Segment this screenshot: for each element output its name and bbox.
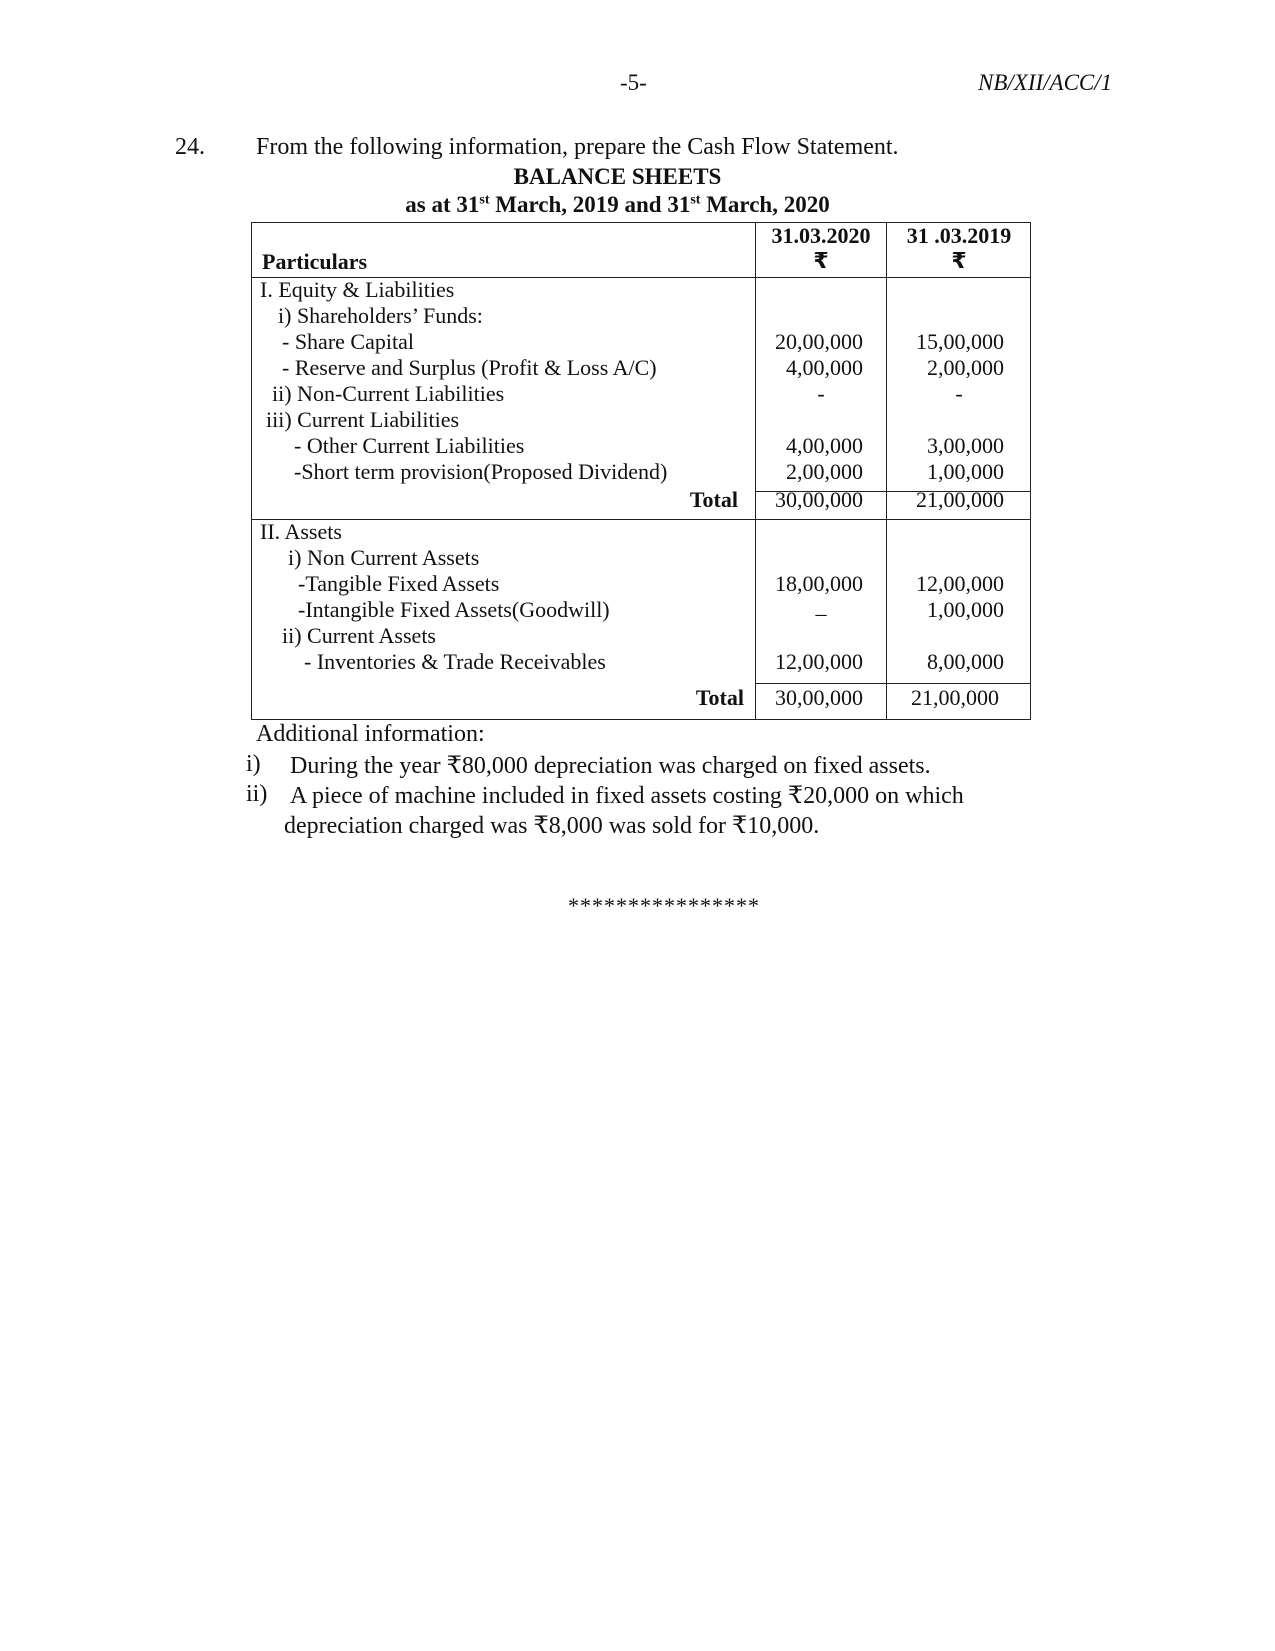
- row-label: ii) Non-Current Liabilities: [272, 381, 505, 406]
- table-subtitle: as at 31st March, 2019 and 31st March, 2020: [405, 192, 830, 217]
- value-2019: 1,00,000: [927, 459, 1004, 484]
- table-title: BALANCE SHEETS: [513, 164, 722, 189]
- rupee-icon: ₹: [813, 249, 829, 274]
- row-label: - Reserve and Surplus (Profit & Loss A/C): [282, 355, 657, 380]
- item-marker: ii): [246, 781, 268, 807]
- row-label: i) Non Current Assets: [288, 545, 480, 570]
- row-label: ii) Current Assets: [282, 623, 436, 648]
- header-particulars: Particulars: [262, 249, 368, 274]
- total-2020: 30,00,000: [775, 685, 863, 710]
- total-label: Total: [695, 685, 744, 710]
- page-number: -5-: [620, 70, 647, 95]
- value-2019: 12,00,000: [916, 571, 1004, 596]
- column-divider: [886, 223, 887, 719]
- row-label: - Share Capital: [282, 329, 414, 354]
- total-2020: 30,00,000: [775, 487, 863, 512]
- value-2019: 2,00,000: [927, 355, 1004, 380]
- question-text: From the following information, prepare the Cash Flow Statement.: [256, 134, 899, 160]
- total-top-rule: [755, 683, 1030, 684]
- question-number: 24.: [175, 134, 205, 160]
- end-marker: ****************: [568, 893, 760, 918]
- value-2020: 18,00,000: [775, 571, 863, 596]
- value-2020: -: [817, 381, 825, 406]
- total-2019: 21,00,000: [911, 685, 999, 710]
- balance-sheet-table: [251, 222, 1031, 720]
- header-2019: 31 .03.2019: [906, 223, 1012, 248]
- row-label: - Other Current Liabilities: [294, 433, 525, 458]
- value-2020: 4,00,000: [786, 355, 863, 380]
- value-2020: 2,00,000: [786, 459, 863, 484]
- column-divider: [755, 223, 756, 719]
- section-divider: [252, 519, 1030, 520]
- additional-heading: Additional information:: [256, 721, 485, 747]
- paper-code: NB/XII/ACC/1: [978, 70, 1113, 95]
- item-marker: i): [246, 751, 261, 777]
- value-2020: 12,00,000: [775, 649, 863, 674]
- row-label: -Tangible Fixed Assets: [298, 571, 500, 596]
- additional-item: A piece of machine included in fixed assets costing ₹20,000 on which: [290, 783, 964, 809]
- row-label: II. Assets: [260, 519, 342, 544]
- row-label: i) Shareholders’ Funds:: [278, 303, 483, 328]
- value-2019: 15,00,000: [916, 329, 1004, 354]
- value-2020: _: [815, 593, 827, 618]
- value-2020: 20,00,000: [775, 329, 863, 354]
- value-2019: -: [955, 381, 963, 406]
- value-2019: 3,00,000: [927, 433, 1004, 458]
- row-label: -Intangible Fixed Assets(Goodwill): [298, 597, 610, 622]
- row-label: - Inventories & Trade Receivables: [304, 649, 606, 674]
- value-2019: 1,00,000: [927, 597, 1004, 622]
- total-2019: 21,00,000: [916, 487, 1004, 512]
- row-label: iii) Current Liabilities: [266, 407, 460, 432]
- row-label: -Short term provision(Proposed Dividend): [294, 459, 668, 484]
- total-label: Total: [689, 487, 738, 512]
- row-label: I. Equity & Liabilities: [260, 277, 455, 302]
- rupee-icon: ₹: [951, 249, 967, 274]
- additional-item: During the year ₹80,000 depreciation was charged on fixed assets.: [290, 753, 931, 779]
- value-2020: 4,00,000: [786, 433, 863, 458]
- additional-item-continued: depreciation charged was ₹8,000 was sold for ₹10,000.: [284, 813, 820, 839]
- header-2020: 31.03.2020: [771, 223, 871, 248]
- value-2019: 8,00,000: [927, 649, 1004, 674]
